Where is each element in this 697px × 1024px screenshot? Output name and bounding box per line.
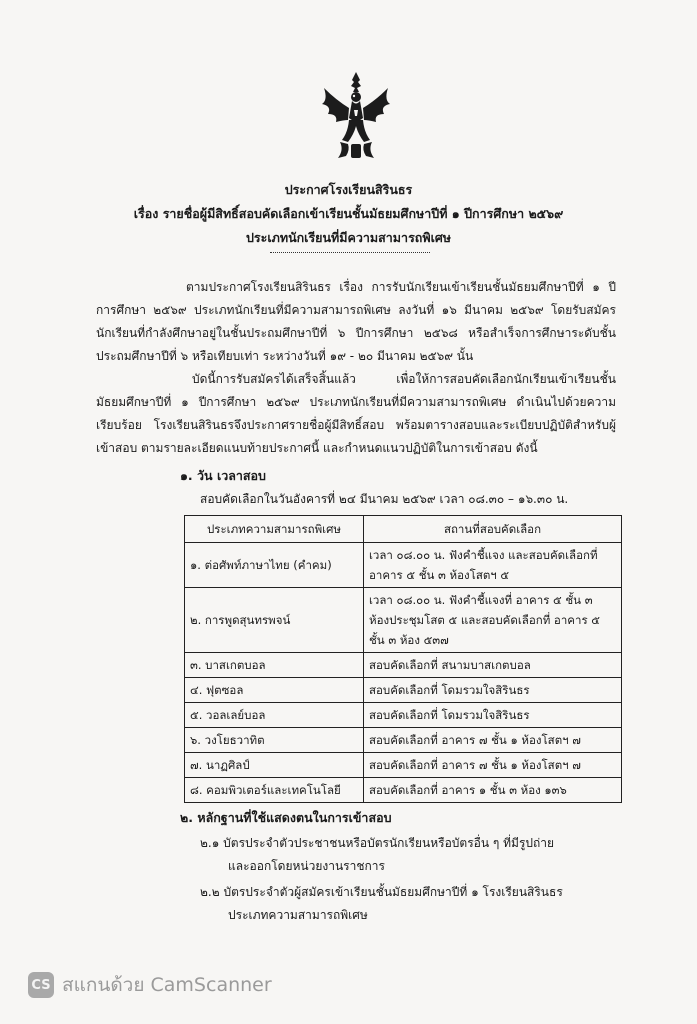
table-cell-place: สอบคัดเลือกที่ สนามบาสเกตบอล [364, 653, 622, 678]
camscanner-logo-icon: CS [28, 972, 54, 998]
announcement-subject: เรื่อง รายชื่อผู้มีสิทธิ์สอบคัดเลือกเข้าเรียนชั้นมัธยมศึกษาปีที่ ๑ ปีการศึกษา ๒๕๖๙ [133, 206, 564, 221]
table-row [185, 543, 622, 588]
table-cell-type: ๖. วงโยธวาทิต [185, 728, 364, 753]
table-row [185, 753, 622, 778]
table-row [185, 728, 622, 753]
table-row [185, 678, 622, 703]
announcement-title: ประกาศโรงเรียนสิรินธร [284, 182, 413, 197]
section-1-heading: ๑. วัน เวลาสอบ [180, 468, 266, 483]
camscanner-text: สแกนด้วย CamScanner [62, 974, 272, 996]
evidence-item-2: ๒.๒ บัตรประจำตัวผู้สมัครเข้าเรียนชั้นมัธยมศึกษาปีที่ ๑ โรงเรียนสิรินธร [200, 885, 563, 899]
table-row [185, 703, 622, 728]
table-row [185, 653, 622, 678]
exam-schedule: สอบคัดเลือกในวันอังคารที่ ๒๔ มีนาคม ๒๕๖๙ เวลา ๐๘.๓๐ – ๑๖.๓๐ น. [200, 492, 569, 506]
table-cell-type: ๒. การพูดสุนทรพจน์ [185, 588, 364, 653]
table-cell-place: สอบคัดเลือกที่ อาคาร ๗ ชั้น ๑ ห้องโสตฯ ๗ [364, 753, 622, 778]
intro-paragraph-1-text: ตามประกาศโรงเรียนสิรินธร เรื่อง การรับนักเรียนเข้าเรียนชั้นมัธยมศึกษาปีที่ ๑ ปีการศึกษา ๒๕๖๙ ประเภทนักเรียนที่มีความสามารถพิเศษ ลงวันที่ ๑๖ มีนาคม ๒๕๖๙ โดยรับสมัครนักเรียนที่กำลังศึกษาอยู่ในชั้นประถมศึกษาปีที่ ๖ ปีการศึกษา ๒๕๖๘ หรือสำเร็จการศึกษาระดับชั้นประถมศึกษาปีที่ ๖ หรือเทียบเท่า ระหว่างวันที่ ๑๙ - ๒๐ มีนาคม ๒๕๖๙ นั้น [96, 280, 616, 363]
table-cell-place: เวลา ๐๘.๐๐ น. ฟังคำชี้แจง และสอบคัดเลือกที่ อาคาร ๕ ชั้น ๓ ห้องโสตฯ ๕ [364, 543, 622, 588]
table-row [185, 778, 622, 803]
table-header-row [185, 516, 622, 543]
table-row [185, 588, 622, 653]
evidence-item-2-cont: ประเภทความสามารถพิเศษ [228, 908, 368, 922]
table-cell-type: ๘. คอมพิวเตอร์และเทคโนโลยี [185, 778, 364, 803]
table-cell-type: ๑. ต่อศัพท์ภาษาไทย (คำคม) [185, 543, 364, 588]
column-header-place: สถานที่สอบคัดเลือก [364, 516, 622, 543]
section-2-heading: ๒. หลักฐานที่ใช้แสดงตนในการเข้าสอบ [180, 810, 392, 825]
table-cell-type: ๓. บาสเกตบอล [185, 653, 364, 678]
evidence-item-1: ๒.๑ บัตรประจำตัวประชาชนหรือบัตรนักเรียนหรือบัตรอื่น ๆ ที่มีรูปถ่าย [200, 836, 555, 850]
table-cell-type: ๗. นาฏศิลป์ [185, 753, 364, 778]
table-cell-type: ๔. ฟุตซอล [185, 678, 364, 703]
table-cell-place: เวลา ๐๘.๐๐ น. ฟังคำชี้แจงที่ อาคาร ๕ ชั้น ๓ ห้องประชุมโสต ๕ และสอบคัดเลือกที่ อาคาร ๕ ชั้น ๓ ห้อง ๕๓๗ [364, 588, 622, 653]
announcement-category: ประเภทนักเรียนที่มีความสามารถพิเศษ [245, 230, 452, 245]
column-header-type: ประเภทความสามารถพิเศษ [185, 516, 364, 543]
intro-paragraph-2 [96, 368, 616, 460]
dotted-separator [270, 252, 430, 253]
exam-location-table [184, 515, 622, 803]
camscanner-watermark [28, 972, 272, 998]
table-cell-place: สอบคัดเลือกที่ อาคาร ๑ ชั้น ๓ ห้อง ๑๓๖ [364, 778, 622, 803]
table-cell-place: สอบคัดเลือกที่ โดมรวมใจสิรินธร [364, 678, 622, 703]
table-cell-place: สอบคัดเลือกที่ โดมรวมใจสิรินธร [364, 703, 622, 728]
table-cell-place: สอบคัดเลือกที่ อาคาร ๗ ชั้น ๑ ห้องโสตฯ ๗ [364, 728, 622, 753]
intro-paragraph-2-text: บัดนี้การรับสมัครได้เสร็จสิ้นแล้ว เพื่อให้การสอบคัดเลือกนักเรียนเข้าเรียนชั้นมัธยมศึกษาปีที่ ๑ ปีการศึกษา ๒๕๖๙ ประเภทนักเรียนที่มีความสามารถพิเศษ ดำเนินไปด้วยความเรียบร้อย โรงเรียนสิรินธรจึงประกาศรายชื่อผู้มีสิทธิ์สอบ พร้อมตารางสอบและระเบียบปฏิบัติสำหรับผู้เข้าสอบ ตามรายละเอียดแนบท้ายประกาศนี้ และกำหนดแนวปฏิบัติในการเข้าสอบ ดังนี้ [96, 372, 616, 455]
table-cell-type: ๕. วอลเลย์บอล [185, 703, 364, 728]
garuda-emblem-icon [318, 70, 394, 162]
evidence-item-1-cont: และออกโดยหน่วยงานราชการ [228, 859, 385, 873]
intro-paragraph-1 [96, 276, 616, 368]
